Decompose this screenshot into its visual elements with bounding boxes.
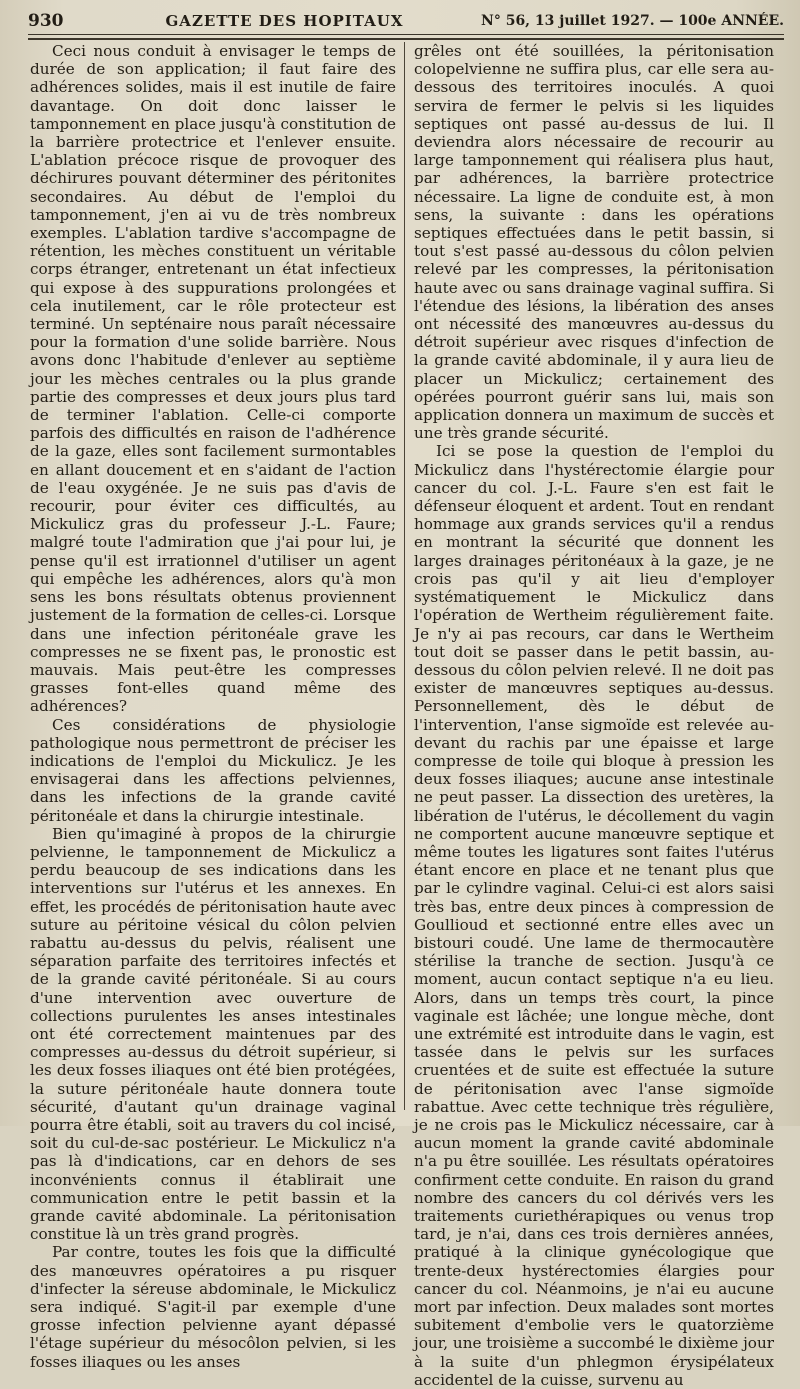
paragraph: Bien qu'imaginé à propos de la chirurgie pelvienne, le tamponnement de Mickulicz a perdu beaucoup de ses indications dans les interventions sur l'utérus et les annexes. En effet, les procédés de péritonisation haute avec suture au péritoine vésical du côlon pelvien rabattu au-dessus du pelvis, réalisent une séparation parfaite des territoires infectés et de la grande cavité péritonéale. Si au cours d'une intervention avec ouverture de collections purulentes les anses intestinales ont été correctement maintenues par des compresses au-dessus du détroit supérieur, si les deux fosses iliaques ont été bien protégées, la suture péritonéale haute donnera toute sécurité, d'autant qu'un drainage vaginal pourra être établi, soit au travers du col incisé, soit du cul-de-sac postérieur. Le Mickulicz n'a pas là d'indications, car en dehors de ses inconvénients connus il établirait une communication entre le petit bassin et la grande cavité abdominale. La péritonisation constitue là un très grand progrès.: [30, 824, 396, 1244]
paragraph: Ici se pose la question de l'emploi du Mickulicz dans l'hystérectomie élargie pour cancer du col. J.-L. Faure s'en est fait le défenseur éloquent et ardent. Tout en rendant hommage aux grands services qu'il a rendus en montrant la sécurité que donnent les larges drainages péritonéaux à la gaze, je ne crois pas qu'il y ait lieu d'employer systématiquement le Mickulicz dans l'opération de Wertheim régulièrement faite. Je n'y ai pas recours, car dans le Wertheim tout doit se passer dans le petit bassin, au-dessous du côlon pelvien relevé. Il ne doit pas exister de manœuvres septiques au-dessus. Personnellement, dès le début de l'intervention, l'anse sigmoïde est relevée au-devant du rachis par une épaisse et large compresse de toile qui bloque à pression les deux fosses iliaques; aucune anse intestinale ne peut passer. La dissection des uretères, la libération de l'utérus, le décollement du vagin ne comportent aucune manœuvre septique et même toutes les ligatures sont faites l'utérus étant encore en place et ne tenant plus que par le cylindre vaginal. Celui-ci est alors saisi très bas, entre deux pinces à compression de Goullioud et sectionné entre elles avec un bistouri coudé. Une lame de thermocautère stérilise la tranche de section. Jusqu'à ce moment, aucun contact septique n'a eu lieu. Alors, dans un temps très court, la pince vaginale est lâchée; une longue mèche, dont une extrémité est introduite dans le vagin, est tassée dans le pelvis sur les surfaces cruentées et de suite est effectuée la suture de péritonisation avec l'anse sigmoïde rabattue. Avec cette technique très régulière, je ne crois pas le Mickulicz nécessaire, car à aucun moment la grande cavité abdominale n'a pu être souillée. Les résultats opératoires confirment cette conduite. En raison du grand nombre des cancers du col dérivés vers les traitements curiethérapiques ou venus trop tard, je n'ai, dans ces trois dernières années, pratiqué à la clinique gynécologique que trente-deux hystérectomies élargies pour cancer du col. Néanmoins, je n'ai eu aucune mort par infection. Deux malades sont mortes subitement d'embolie vers le quatorzième jour, une troisième a succombé le dixième jour à la suite d'un phlegmon érysipélateux accidentel de la cuisse, survenu au: [414, 442, 774, 1389]
paragraph: Ces considérations de physiologie pathologique nous permettront de préciser les indications de l'emploi du Mickulicz. Je les envisagerai dans les affections pelviennes, dans les infections de la grande cavité péritonéale et dans la chirurgie intestinale.: [30, 715, 396, 825]
paragraph: grêles ont été souillées, la péritonisation colopelvienne ne suffira plus, car elle sera au-dessous des territoires inoculés. A quoi servira de fermer le pelvis si les liquides septiques ont passé au-dessus de lui. Il deviendra alors nécessaire de recourir au large tamponnement qui réalisera plus haut, par adhérences, la barrière protectrice nécessaire. La ligne de conduite est, à mon sens, la suivante : dans les opérations septiques effectuées dans le petit bassin, si tout s'est passé au-dessous du côlon pelvien relevé par les compresses, la péritonisation haute avec ou sans drainage vaginal suffira. Si l'étendue des lésions, la libération des anses ont nécessité des manœuvres au-dessus du détroit supérieur avec risques d'infection de la grande cavité abdominale, il y aura lieu de placer un Mickulicz; certainement des opérées pourront guérir sans lui, mais son application donnera un maximum de succès et une très grande sécurité.: [414, 42, 774, 443]
journal-title: GAZETTE DES HOPITAUX: [165, 12, 404, 30]
page-number: 930: [28, 11, 64, 31]
issue-info: N° 56, 13 juillet 1927. — 100e ANNÉE.: [481, 13, 784, 29]
paragraph: Par contre, toutes les fois que la difficulté des manœuvres opératoires a pu risquer d'infecter la séreuse abdominale, le Mickulicz sera indiqué. S'agit-il par exemple d'une grosse infection pelvienne ayant dépassé l'étage supérieur du mésocôlon pelvien, si les fosses iliaques ou les anses: [30, 1243, 396, 1371]
paragraph: Ceci nous conduit à envisager le temps de durée de son application; il faut faire des adhérences solides, mais il est inutile de faire davantage. On doit donc laisser le tamponnement en place jusqu'à constitution de la barrière protectrice et l'enlever ensuite. L'ablation précoce risque de provoquer des déchirures pouvant déterminer des péritonites secondaires. Au début de l'emploi du tamponnement, j'en ai vu de très nombreux exemples. L'ablation tardive s'accompagne de rétention, les mèches constituent un véritable corps étranger, entretenant un état infectieux qui expose à des suppurations prolongées et cela inutilement, car le rôle protecteur est terminé. Un septénaire nous paraît nécessaire pour la formation d'une solide barrière. Nous avons donc l'habitude d'enlever au septième jour les mèches centrales ou la plus grande partie des compresses et deux jours plus tard de terminer l'ablation. Celle-ci comporte parfois des difficultés en raison de l'adhérence de la gaze, elles sont facilement surmontables en allant doucement et en s'aidant de l'action de l'eau oxygénée. Je ne suis pas d'avis de recourir, pour éviter ces difficultés, au Mickulicz gras du professeur J.-L. Faure; malgré toute l'admiration que j'ai pour lui, je pense qu'il est irrationnel d'utiliser un agent qui empêche les adhérences, alors qu'à mon sens les bons résultats obtenus proviennent justement de la formation de celles-ci. Lorsque dans une infection péritonéale grave les compresses ne se fixent pas, le pronostic est mauvais. Mais peut-être les compresses grasses font-elles quand même des adhérences?: [30, 42, 396, 716]
right-column: [414, 42, 774, 1389]
header-rule: [28, 34, 784, 35]
left-column: [30, 42, 396, 1371]
header-rule-thick: [28, 38, 784, 40]
page-header: [28, 10, 784, 32]
column-divider: [404, 42, 405, 1110]
